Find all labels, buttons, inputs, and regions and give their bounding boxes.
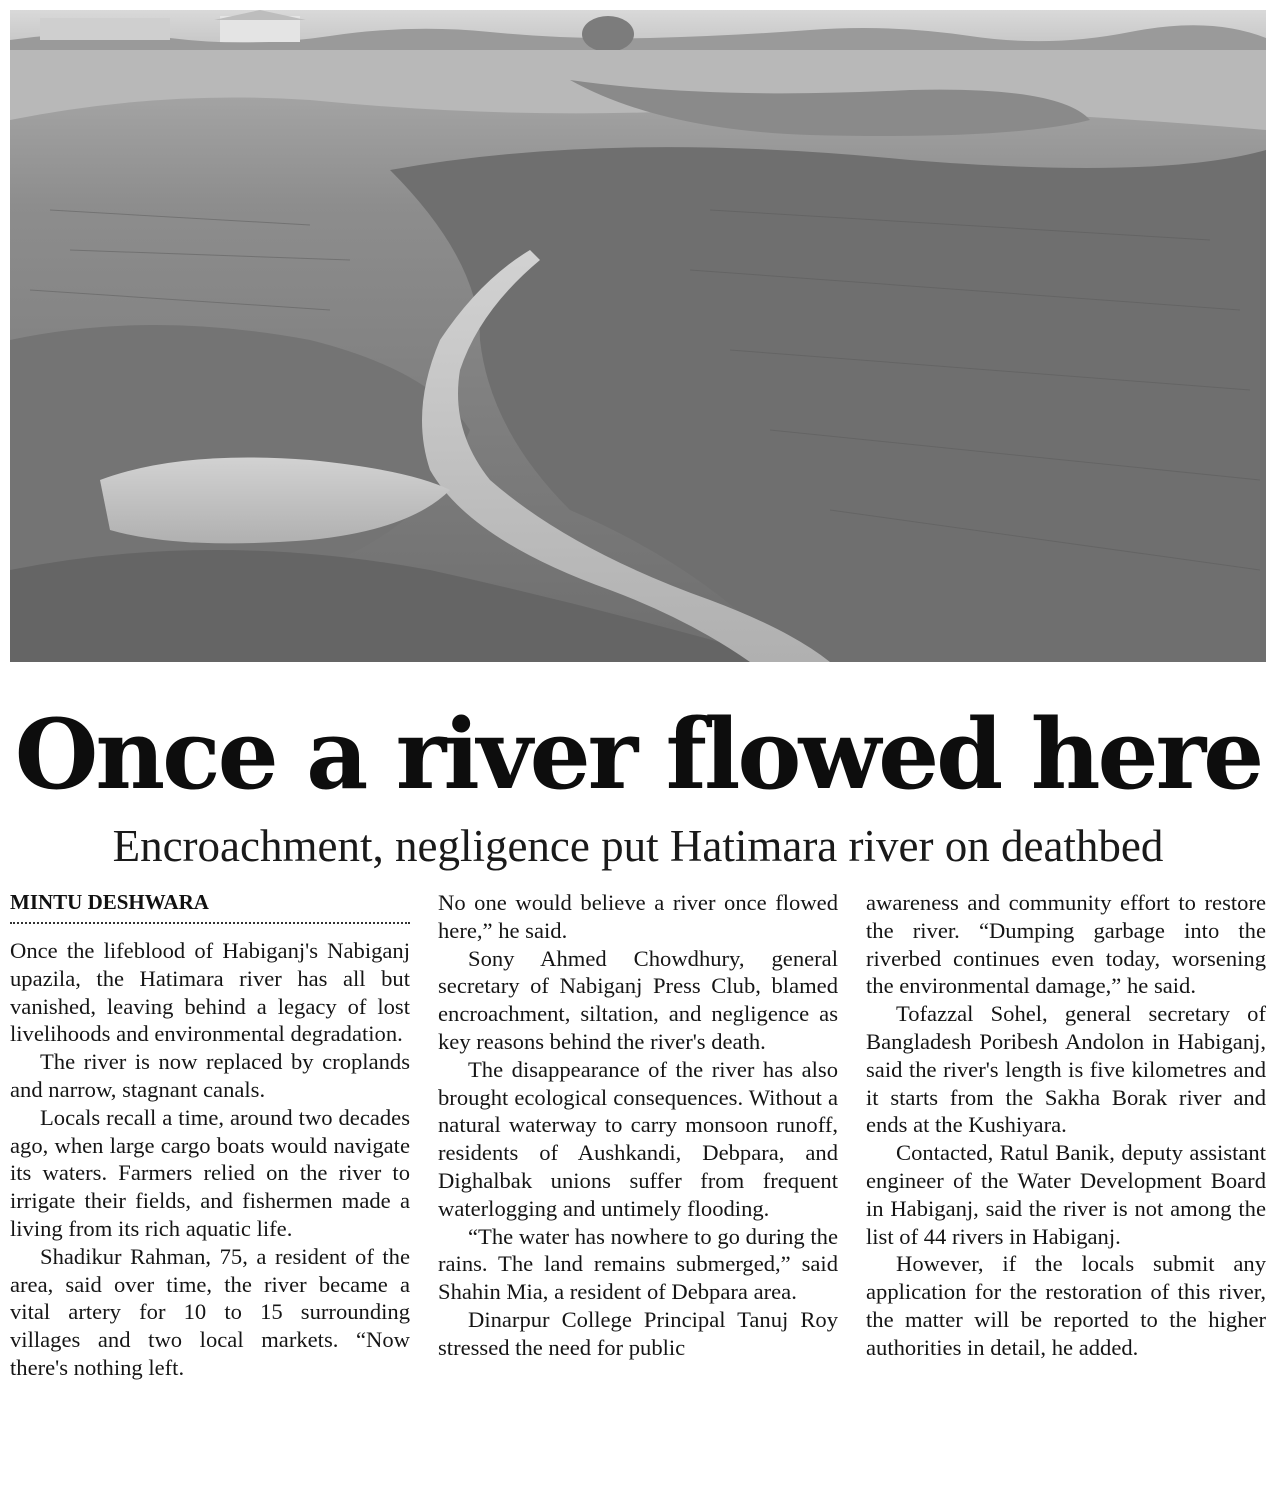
headline: Once a river flowed here xyxy=(14,698,1262,811)
paragraph: Dinarpur College Principal Tanuj Roy stressed the need for public xyxy=(438,1306,838,1360)
paragraph: The disappearance of the river has also brought ecological consequences. Without a natural waterway to carry monsoon runoff, residents of Aushkandi, Debpara, and Dighalbak unions suffer from frequent waterlogging and untimely flooding. xyxy=(438,1056,838,1221)
subheadline: Encroachment, negligence put Hatimara river on deathbed xyxy=(112,821,1164,871)
paragraph: However, if the locals submit any application for the restoration of this river, the matter will be reported to the higher authorities in detail, he added. xyxy=(866,1251,1266,1360)
paragraph: Contacted, Ratul Banik, deputy assistant engineer of the Water Development Board in Habiganj, said the river is not among the list of 44 rivers in Habiganj. xyxy=(866,1140,1266,1249)
paragraph: awareness and community effort to restore the river. “Dumping garbage into the riverbed continues even today, worsening the environmental damage,” he said. xyxy=(866,890,1266,999)
paragraph: Once the lifeblood of Habiganj's Nabiganj upazila, the Hatimara river has all but vanished, leaving behind a legacy of lost livelihoods and environmental degradation. xyxy=(10,938,410,1047)
paragraph: The river is now replaced by croplands and narrow, stagnant canals. xyxy=(10,1049,410,1102)
paragraph: Sony Ahmed Chowdhury, general secretary of Nabiganj Press Club, blamed encroachment, siltation, and negligence as key reasons behind the river's death. xyxy=(438,945,838,1054)
article-column-3 xyxy=(866,889,1266,1362)
paragraph: No one would believe a river once flowed here,” he said. xyxy=(438,890,838,943)
byline: MINTU DESHWARA xyxy=(10,888,410,924)
article-column-2 xyxy=(438,889,838,1362)
photo-illustration xyxy=(10,10,1266,662)
article-column-1 xyxy=(10,937,410,1382)
river-landscape-photo xyxy=(10,10,1266,662)
paragraph: Tofazzal Sohel, general secretary of Bangladesh Poribesh Andolon in Habiganj, said the river's length is five kilometres and it starts from the Sakha Borak river and ends at the Kushiyara. xyxy=(866,1001,1266,1138)
paragraph: Locals recall a time, around two decades ago, when large cargo boats would navigate its waters. Farmers relied on the river to irrigate their fields, and fishermen made a living from its rich aquatic life. xyxy=(10,1104,410,1241)
paragraph: Shadikur Rahman, 75, a resident of the area, said over time, the river became a vital artery for 10 to 15 surrounding villages and two local markets. “Now there's nothing left. xyxy=(10,1243,410,1380)
paragraph: “The water has nowhere to go during the rains. The land remains submerged,” said Shahin Mia, a resident of Debpara area. xyxy=(438,1223,838,1305)
